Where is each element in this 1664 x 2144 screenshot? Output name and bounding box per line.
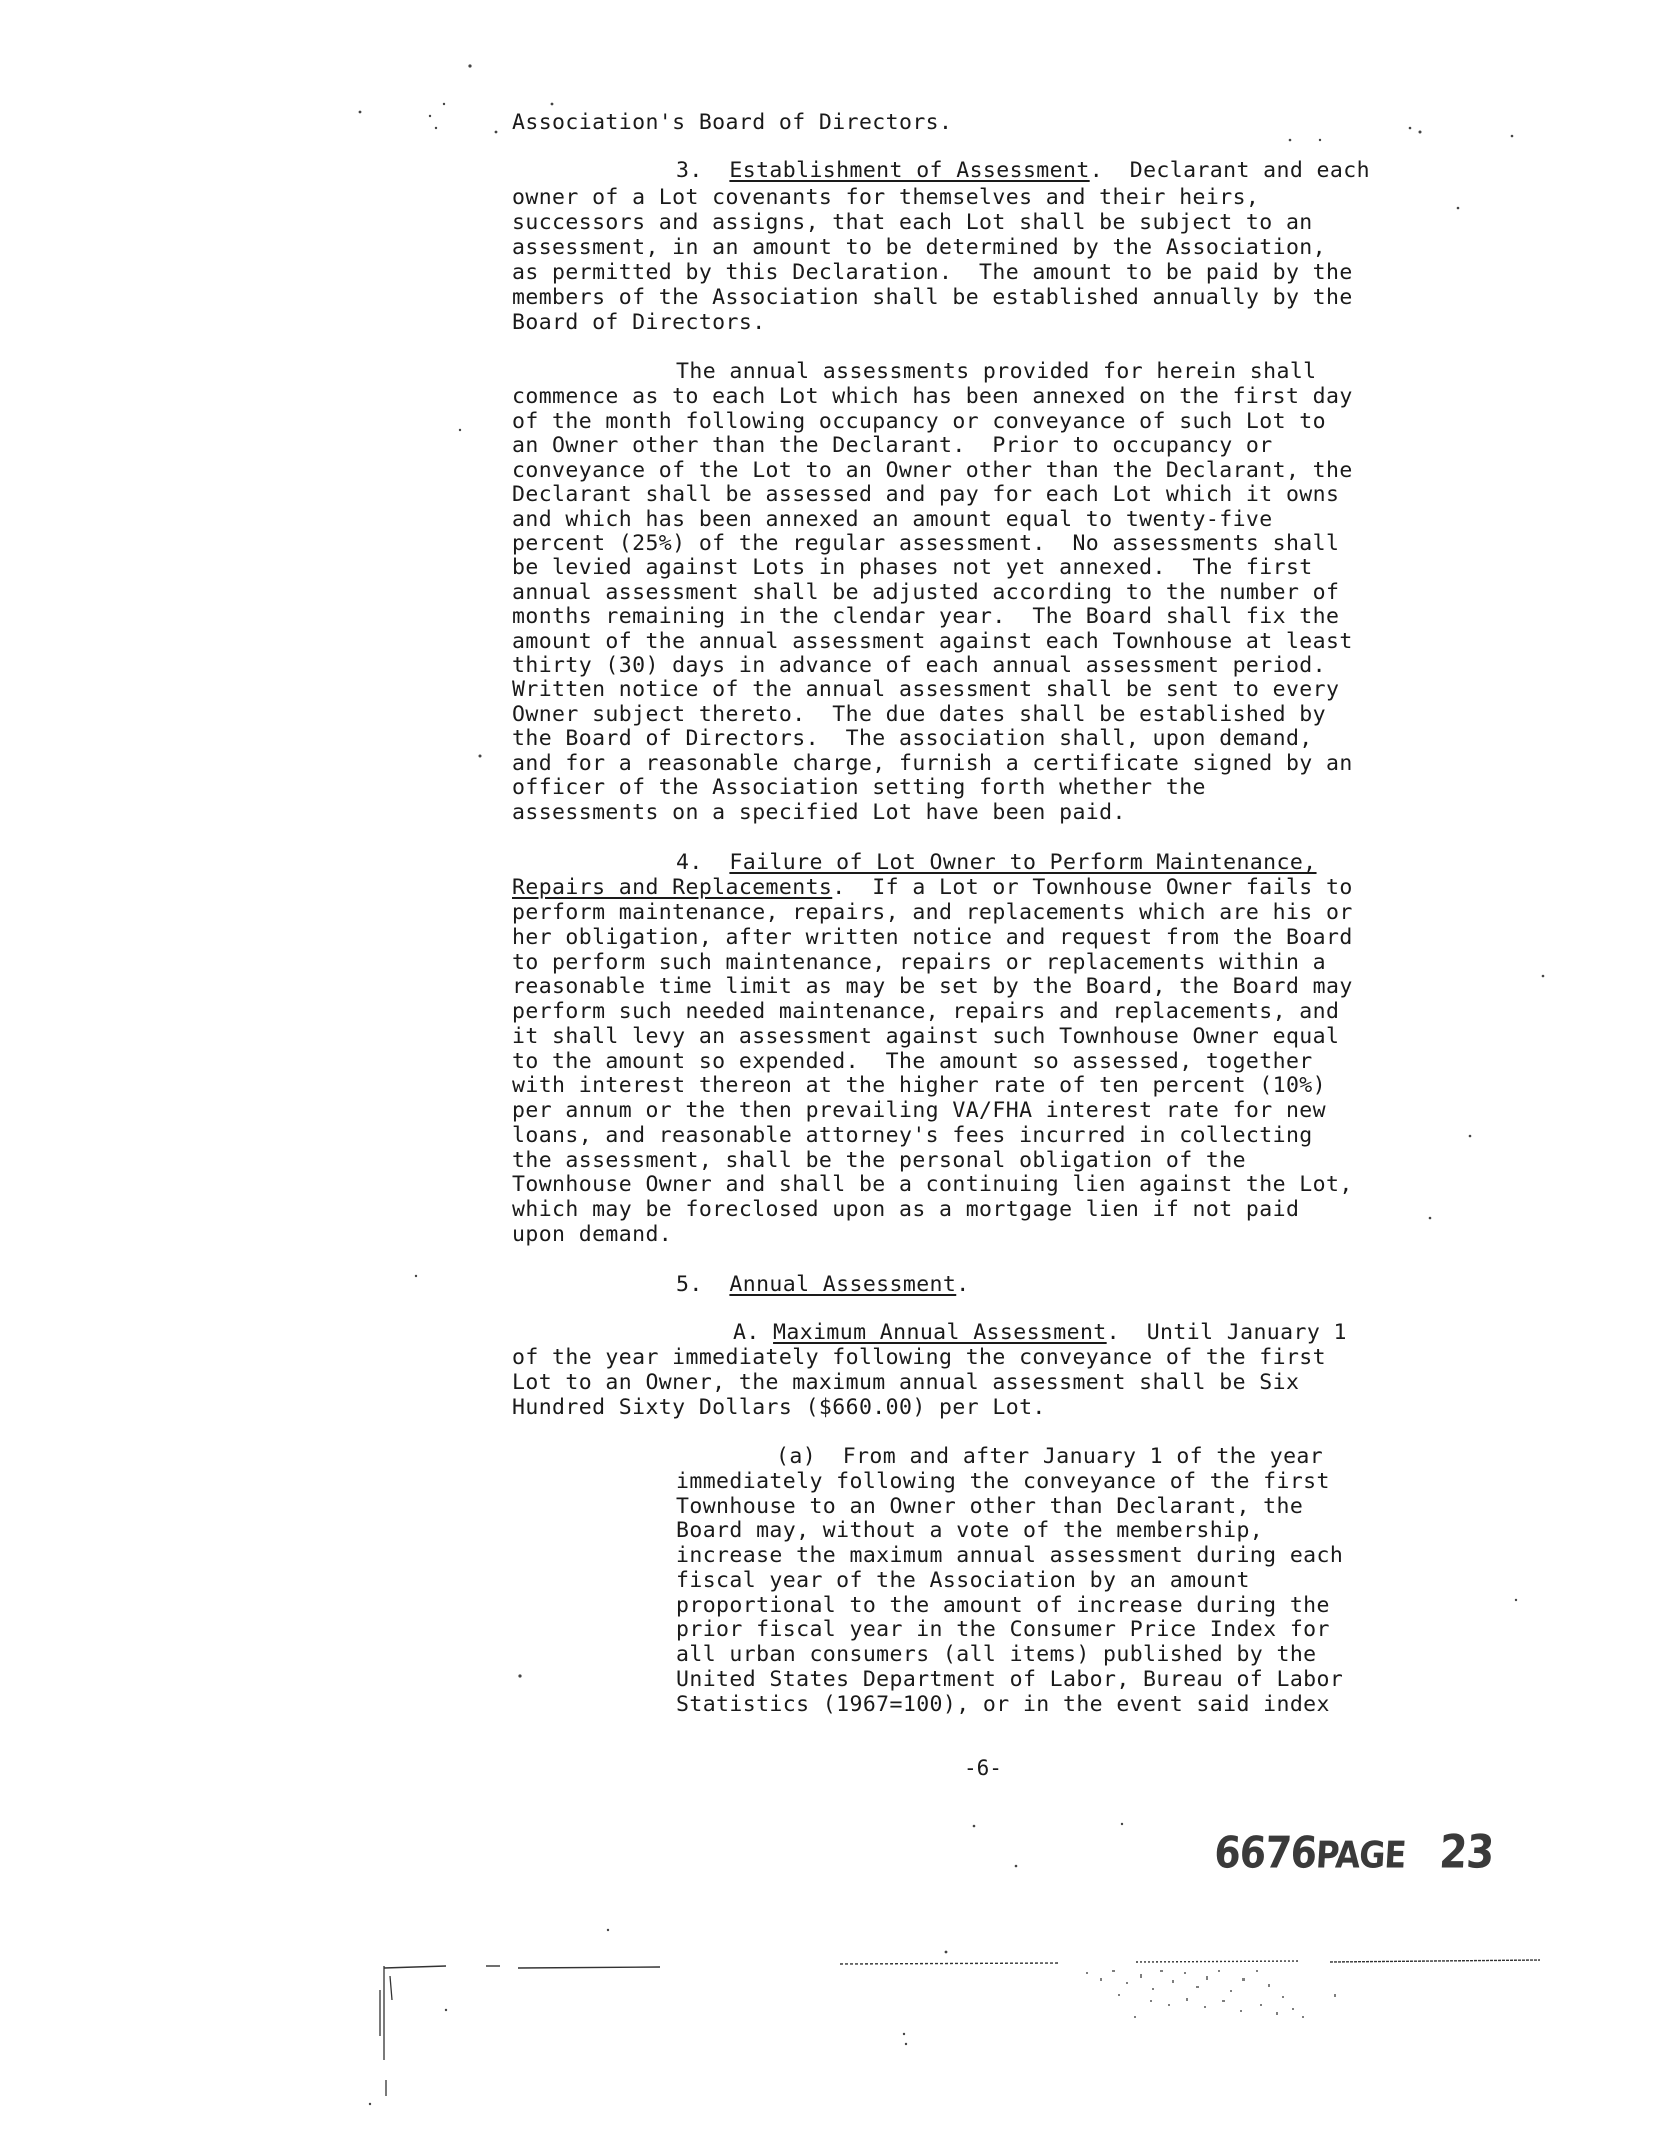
text-line: annual assessment shall be adjusted according to the number of [512,580,1340,605]
heading-continuation: . Declarant and each [1089,158,1370,183]
text-line: perform such needed maintenance, repairs and replacements, and [512,999,1340,1024]
section-heading: Failure of Lot Owner to Perform Maintenance, [729,850,1317,875]
heading-continuation: . Until January 1 [1106,1320,1347,1345]
section-number: 5. [676,1272,730,1297]
text-line: successors and assigns, that each Lot shall be subject to an [512,210,1313,235]
text-line: per annum or the then prevailing VA/FHA interest rate for new [512,1098,1326,1123]
text-line: Owner subject thereto. The due dates shall be established by [512,702,1326,727]
section-heading: Repairs and Replacements [512,875,833,900]
text-line: fiscal year of the Association by an amount [676,1568,1250,1593]
text-line: members of the Association shall be established annually by the [512,285,1353,310]
recording-stamp [1213,1826,1495,1879]
page-number: -6- [964,1756,1002,1780]
text-line [676,1272,970,1297]
section-heading: Annual Assessment [729,1272,957,1297]
section-number: 4. [676,850,730,875]
text-line: Board of Directors. [512,310,766,335]
section-heading: Maximum Annual Assessment [773,1320,1107,1345]
text-line: increase the maximum annual assessment during each [676,1543,1344,1568]
text-line: Association's Board of Directors. [512,110,953,135]
section-heading: Establishment of Assessment [729,158,1090,183]
text-line: of the month following occupancy or conveyance of such Lot to [512,409,1326,434]
text-line: which may be foreclosed upon as a mortgage lien if not paid [512,1197,1300,1222]
text-line: United States Department of Labor, Bureau of Labor [676,1667,1344,1692]
text-line: to the amount so expended. The amount so assessed, together [512,1049,1313,1074]
text-line: as permitted by this Declaration. The amount to be paid by the [512,260,1353,285]
text-line: assessment, in an amount to be determined by the Association, [512,235,1326,260]
text-line: officer of the Association setting forth whether the [512,775,1206,800]
text-line: Written notice of the annual assessment shall be sent to every [512,677,1340,702]
text-line: months remaining in the clendar year. The Board shall fix the [512,604,1340,629]
stamp-book-number: 6676 [1212,1827,1318,1878]
text-line: commence as to each Lot which has been annexed on the first day [512,384,1353,409]
text-line: thirty (30) days in advance of each annual assessment period. [512,653,1326,678]
text-line: and for a reasonable charge, furnish a certificate signed by an [512,751,1353,776]
text-line: be levied against Lots in phases not yet annexed. The first [512,555,1313,580]
text-line: Townhouse Owner and shall be a continuing lien against the Lot, [512,1172,1353,1197]
text-line: owner of a Lot covenants for themselves and their heirs, [512,185,1260,210]
text-line: Hundred Sixty Dollars ($660.00) per Lot. [512,1395,1046,1420]
text-line: Lot to an Owner, the maximum annual assessment shall be Six [512,1370,1300,1395]
text-line: all urban consumers (all items) published by the [676,1642,1317,1667]
text-line: the Board of Directors. The association shall, upon demand, [512,726,1313,751]
text-line: The annual assessments provided for herein shall [676,359,1317,384]
section-number: 3. [676,158,730,183]
text-line: Declarant shall be assessed and pay for each Lot which it owns [512,482,1340,507]
heading-continuation: . [956,1272,970,1297]
text-line: upon demand. [512,1222,673,1247]
text-line: perform maintenance, repairs, and replacements which are his or [512,900,1353,925]
text-line: conveyance of the Lot to an Owner other than the Declarant, the [512,458,1353,483]
text-line: Townhouse to an Owner other than Declarant, the [676,1494,1304,1519]
text-line: percent (25%) of the regular assessment. No assessments shall [512,531,1340,556]
text-line: reasonable time limit as may be set by the Board, the Board may [512,974,1353,999]
stamp-page-number: 23 [1437,1826,1495,1879]
text-line: immediately following the conveyance of the first [676,1469,1330,1494]
text-line [676,850,1317,875]
heading-continuation: . If a Lot or Townhouse Owner fails to [832,875,1353,900]
text-line: of the year immediately following the conveyance of the first [512,1345,1326,1370]
text-line: it shall levy an assessment against such Townhouse Owner equal [512,1024,1340,1049]
text-line: the assessment, shall be the personal obligation of the [512,1148,1246,1173]
text-line: with interest thereon at the higher rate of ten percent (10%) [512,1073,1326,1098]
stamp-page-word: PAGE [1314,1832,1407,1877]
text-line: Statistics (1967=100), or in the event said index [676,1692,1330,1717]
text-line: amount of the annual assessment against each Townhouse at least [512,629,1353,654]
section-number: A. [733,1320,774,1345]
text-line: and which has been annexed an amount equal to twenty-five [512,507,1273,532]
text-line [733,1320,1347,1345]
text-line: assessments on a specified Lot have been paid. [512,800,1126,825]
text-line: Board may, without a vote of the membership, [676,1518,1264,1543]
text-line: loans, and reasonable attorney's fees incurred in collecting [512,1123,1313,1148]
text-line [676,158,1370,183]
text-line: to perform such maintenance, repairs or replacements within a [512,950,1326,975]
text-line: (a) From and after January 1 of the year [776,1444,1324,1469]
text-line: prior fiscal year in the Consumer Price Index for [676,1617,1330,1642]
text-line: an Owner other than the Declarant. Prior to occupancy or [512,433,1273,458]
text-line [512,875,1353,900]
text-line: proportional to the amount of increase during the [676,1593,1330,1618]
text-line: her obligation, after written notice and request from the Board [512,925,1353,950]
